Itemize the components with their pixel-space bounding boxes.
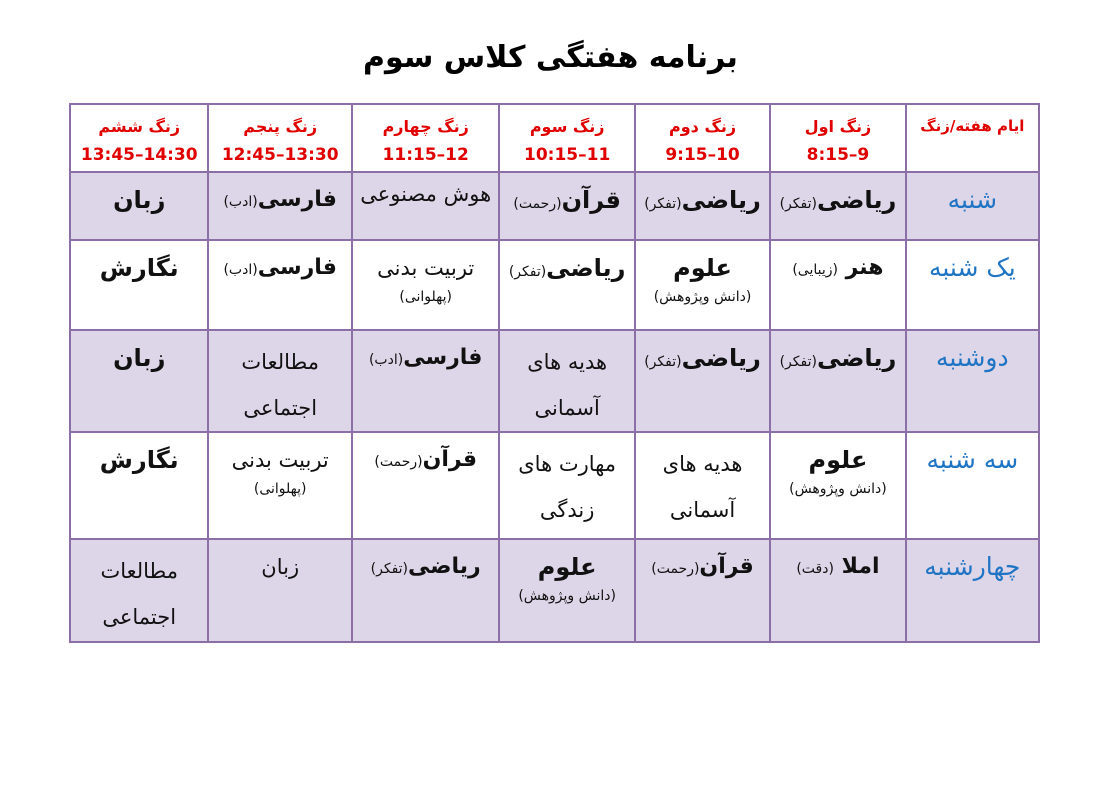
subject-label: تربیت بدنی	[231, 448, 329, 472]
schedule-cell	[70, 172, 208, 240]
subject-note: (دانش وپژوهش)	[653, 289, 752, 305]
subject-label: زبان	[113, 186, 166, 214]
day-cell	[906, 432, 1039, 539]
schedule-cell	[352, 330, 500, 432]
schedule-cell	[635, 172, 770, 240]
subject-label: ریاضی(تفکر)	[779, 344, 897, 372]
schedule-cell	[70, 330, 208, 432]
schedule-cell	[70, 432, 208, 539]
subject-tag: (رحمت)	[374, 454, 423, 470]
period-time: 9:15–10	[665, 145, 740, 165]
period-time: 13:45–14:30	[80, 145, 198, 165]
schedule-cell	[770, 432, 905, 539]
header-period-4	[352, 104, 500, 172]
day-cell	[906, 330, 1039, 432]
subject-label: مطالعات اجتماعی	[100, 559, 179, 629]
schedule-row-tuesday	[70, 432, 1039, 539]
subject-label: نگارش	[99, 446, 179, 474]
weekly-schedule-table	[69, 103, 1040, 643]
period-name: زنگ چهارم	[382, 117, 469, 136]
period-time: 8:15–9	[806, 145, 870, 165]
subject-label: ریاضی(تفکر)	[779, 186, 897, 214]
header-period-6	[70, 104, 208, 172]
subject-label: علوم	[673, 254, 732, 282]
schedule-cell	[208, 432, 351, 539]
schedule-cell	[499, 172, 634, 240]
subject-tag: (تفکر)	[644, 354, 682, 370]
subject-label: زبان	[113, 344, 166, 372]
subject-note: (دانش وپژوهش)	[789, 481, 887, 497]
schedule-cell	[499, 240, 634, 330]
header-period-1	[770, 104, 905, 172]
subject-label: املا (دقت)	[796, 554, 880, 579]
header-period-5	[208, 104, 351, 172]
day-cell	[906, 240, 1039, 330]
schedule-row-sunday	[70, 240, 1039, 330]
subject-label: تربیت بدنی	[377, 256, 475, 280]
header-corner-label: ایام هفته/زنگ	[920, 117, 1025, 135]
subject-tag: (زیبایی)	[792, 262, 838, 278]
day-label: سه شنبه	[926, 445, 1019, 474]
subject-tag: (رحمت)	[651, 561, 700, 577]
subject-tag: (ادب)	[368, 352, 404, 368]
period-name: زنگ ششم	[98, 117, 181, 136]
schedule-cell	[208, 330, 351, 432]
subject-label: ریاضی(تفکر)	[644, 186, 761, 214]
subject-tag: (ادب)	[223, 194, 258, 210]
subject-label: ریاضی(تفکر)	[644, 344, 761, 372]
schedule-cell	[499, 432, 634, 539]
schedule-cell	[635, 330, 770, 432]
subject-tag: (تفکر)	[779, 196, 817, 212]
subject-label: هوش مصنوعی	[360, 182, 492, 206]
subject-note: (دانش وپژوهش)	[518, 588, 616, 604]
schedule-cell	[770, 172, 905, 240]
period-name: زنگ اول	[804, 117, 872, 136]
subject-label: علوم	[808, 446, 868, 474]
period-time: 10:15–11	[524, 145, 611, 165]
subject-label: ریاضی(تفکر)	[508, 254, 626, 282]
schedule-cell	[635, 240, 770, 330]
schedule-row-monday	[70, 330, 1039, 432]
schedule-cell	[770, 539, 905, 642]
subject-label: زبان	[261, 555, 300, 579]
schedule-cell	[208, 240, 351, 330]
header-period-3	[499, 104, 634, 172]
period-time: 12:45–13:30	[221, 145, 339, 165]
schedule-cell	[208, 539, 351, 642]
subject-label: هدیه های آسمانی	[662, 452, 743, 522]
subject-label: هدیه های آسمانی	[527, 350, 608, 420]
subject-label: فارسی(ادب)	[223, 187, 337, 212]
period-time: 11:15–12	[382, 145, 469, 165]
schedule-cell	[635, 539, 770, 642]
period-name: زنگ سوم	[529, 117, 605, 136]
schedule-cell	[499, 330, 634, 432]
subject-label: قرآن(رحمت)	[651, 554, 754, 579]
subject-label: علوم	[537, 553, 597, 581]
subject-label: فارسی(ادب)	[223, 255, 337, 280]
subject-tag: (رحمت)	[513, 196, 562, 212]
day-label: شنبه	[947, 185, 998, 214]
schedule-cell	[352, 240, 500, 330]
schedule-cell	[499, 539, 634, 642]
schedule-cell	[635, 432, 770, 539]
subject-tag: (تفکر)	[644, 196, 682, 212]
day-label: یک شنبه	[928, 253, 1016, 282]
schedule-row-wednesday	[70, 539, 1039, 642]
header-corner-cell	[906, 104, 1039, 172]
header-period-2	[635, 104, 770, 172]
schedule-cell	[208, 172, 351, 240]
period-name: زنگ پنجم	[243, 117, 318, 136]
subject-tag: (تفکر)	[370, 561, 409, 577]
period-name: زنگ دوم	[669, 117, 737, 136]
schedule-cell	[70, 240, 208, 330]
day-cell	[906, 539, 1039, 642]
page-title: برنامه هفتگی کلاس سوم	[363, 40, 738, 75]
subject-tag: (ادب)	[223, 262, 258, 278]
day-label: دوشنبه	[935, 343, 1009, 372]
day-cell	[906, 172, 1039, 240]
subject-note: (پهلوانی)	[253, 481, 307, 497]
subject-label: مهارت های زندگی	[518, 452, 617, 522]
subject-tag: (تفکر)	[779, 354, 817, 370]
subject-label: فارسی(ادب)	[368, 345, 483, 370]
subject-label: ریاضی(تفکر)	[370, 554, 481, 579]
schedule-cell	[352, 539, 500, 642]
schedule-cell	[770, 240, 905, 330]
subject-tag: (تفکر)	[508, 264, 547, 280]
schedule-cell	[770, 330, 905, 432]
header-row	[70, 104, 1039, 172]
subject-label: نگارش	[99, 254, 179, 282]
schedule-cell	[70, 539, 208, 642]
subject-label: قرآن(رحمت)	[374, 447, 477, 472]
subject-label: هنر (زیبایی)	[792, 255, 884, 280]
day-label: چهارشنبه	[924, 552, 1021, 581]
schedule-cell	[352, 172, 500, 240]
schedule-cell	[352, 432, 500, 539]
subject-tag: (دقت)	[796, 561, 834, 577]
subject-label: مطالعات اجتماعی	[241, 350, 319, 420]
schedule-row-saturday	[70, 172, 1039, 240]
subject-note: (پهلوانی)	[399, 289, 452, 305]
subject-label: قرآن(رحمت)	[513, 186, 621, 214]
